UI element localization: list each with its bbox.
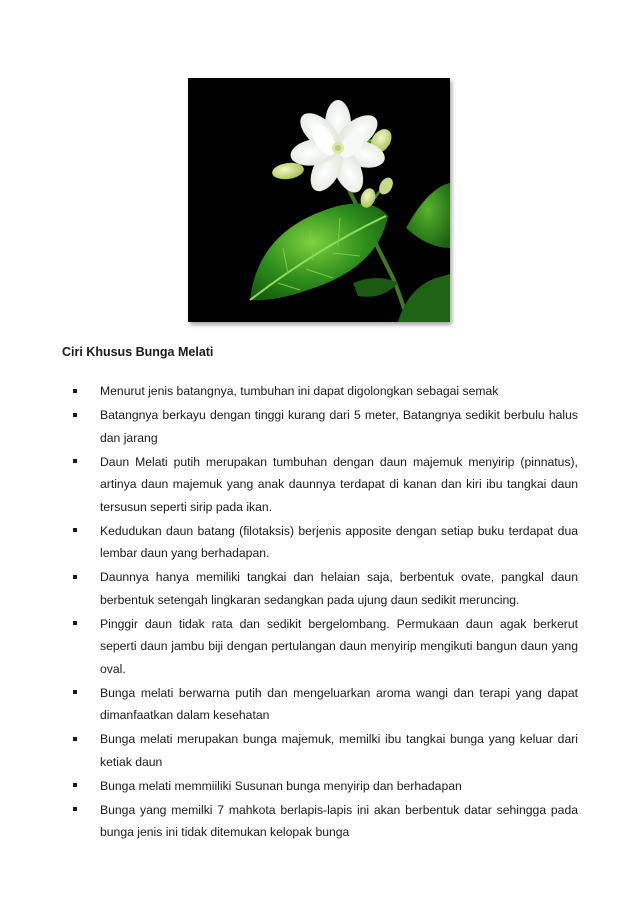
list-item <box>62 566 578 611</box>
list-item <box>62 404 578 449</box>
bullet-icon <box>73 807 77 811</box>
list-item <box>62 728 578 773</box>
bullet-icon <box>73 690 77 694</box>
list-item-text: Menurut jenis batangnya, tumbuhan ini dapat digolongkan sebagai semak <box>100 384 499 398</box>
list-item-text: Pinggir daun tidak rata dan sedikit bergelombang. Permukaan daun agak berkerut seperti daun jambu biji dengan pertulangan daun menyirip mengikuti bangun daun yang oval. <box>100 616 578 676</box>
list-item-text: Batangnya berkayu dengan tinggi kurang dari 5 meter, Batangnya sedikit berbulu halus dan jarang <box>100 408 578 445</box>
bullet-icon <box>73 621 77 625</box>
list-item-text: Bunga melati memmiiliki Susunan bunga menyirip dan berhadapan <box>100 778 462 793</box>
list-item-text: Daun Melati putih merupakan tumbuhan dengan daun majemuk menyirip (pinnatus), artinya daun majemuk yang anak daunnya terdapat di kanan dan kiri ibu tangkai daun tersusun seperti sirip pada ikan. <box>100 454 578 514</box>
list-item-text: Bunga melati merupakan bunga majemuk, memilki ibu tangkai bunga yang keluar dari ketiak daun <box>100 732 578 769</box>
bullet-icon <box>73 737 77 741</box>
bullet-icon <box>73 575 77 579</box>
list-item-text: Daunnya hanya memiliki tangkai dan helaian saja, berbentuk ovate, pangkal daun berbentuk setengah lingkaran sedangkan pada ujung daun sedikit meruncing. <box>100 570 578 607</box>
list-item-text: Bunga yang memilki 7 mahkota berlapis-lapis ini akan berbentuk datar sehingga pada bunga jenis ini tidak ditemukan kelopak bunga <box>100 802 578 839</box>
list-item-text: Kedudukan daun batang (filotaksis) berjenis apposite dengan setiap buku terdapat dua lembar daun yang berhadapan. <box>100 523 578 560</box>
jasmine-flower-photo <box>188 78 450 322</box>
bullet-icon <box>73 528 77 532</box>
list-item <box>62 799 578 844</box>
bullet-icon <box>73 413 77 417</box>
bullet-icon <box>73 783 77 787</box>
list-item <box>62 775 578 798</box>
list-item-text: Bunga melati berwarna putih dan mengeluarkan aroma wangi dan terapi yang dapat dimanfaatkan dalam kesehatan <box>100 685 578 722</box>
list-item <box>62 520 578 565</box>
bullet-icon <box>73 389 77 393</box>
list-item <box>62 613 578 681</box>
list-item <box>62 682 578 727</box>
bullet-icon <box>73 459 77 463</box>
section-title: Ciri Khusus Bunga Melati <box>62 345 214 359</box>
list-item <box>62 380 578 403</box>
list-item <box>62 451 578 519</box>
feature-list <box>62 380 578 845</box>
